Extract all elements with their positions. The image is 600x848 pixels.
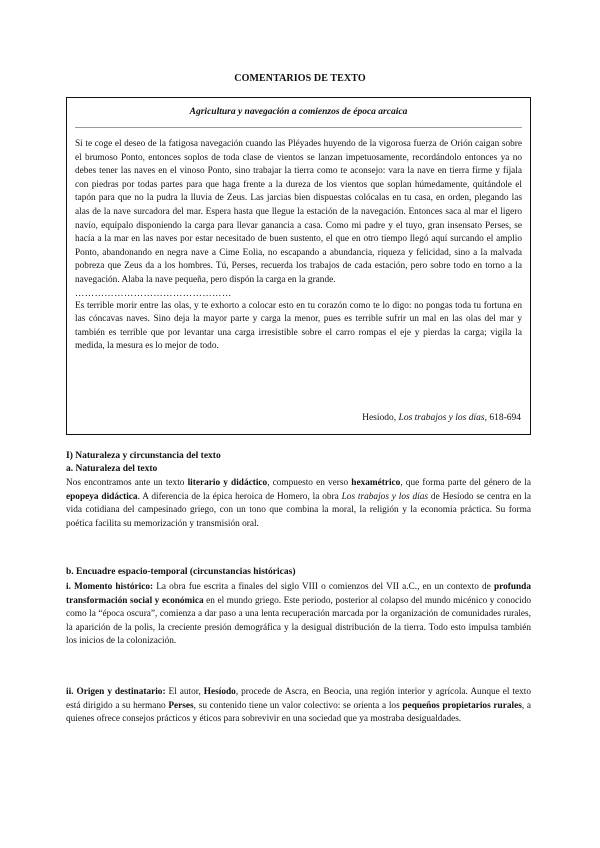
- bold-label: i. Momento histórico:: [66, 582, 154, 592]
- bold-run: Hesíodo: [203, 687, 236, 697]
- section-heading: I) Naturaleza y circunstancia del texto: [66, 451, 221, 461]
- subsection-a-paragraph: [66, 477, 531, 531]
- text-run: , que forma parte del género de la: [400, 478, 531, 488]
- bold-run: profunda transformación social y económica: [66, 582, 531, 606]
- excerpt-title: Agricultura y navegación a comienzos de época arcaica: [189, 107, 408, 117]
- citation-author: Hesíodo,: [362, 413, 397, 423]
- text-run: de Hesíodo se centra en la vida cotidiana del campesinado griego, con un tono que combina la moral, la religión y la economía práctica. Su forma poética facilita su memorización y transmisión oral.: [66, 491, 531, 529]
- excerpt-paragraph-1: Si te coge el deseo de la fatigosa navegación cuando las Pléyades huyendo de la vigorosa fuerza de Orión caigan sobre el brumoso Ponto, entonces soplos de toda clase de vientos se lanzan impetuosamente, recordándolo entonces ya no debes tener las naves en el vinoso Ponto, sino trabajar la tierra como te aconsejo: vara la nave en tierra firme y fíjala con piedras por todas partes para que haga frente a la dureza de los vientos que soplan húmedamente, quitándole el tapón para que no la pudra la lluvia de Zeus. Las jarcias bien dispuestas colócalas en tu casa, en orden, plegando las alas de la nave surcadora del mar. Espera hasta que llegue la estación de la navegación. Entonces saca al mar el ligero navío, equípalo disponiendo la carga para llevar ganancia a casa. Como mi padre y el tuyo, gran insensato Perses, se hacía a la mar en las naves por estar necesitado de buen sustento, el que en otro tiempo llegó aquí surcando el amplio Ponto, abandonando en negra nave a Cime Eolia, no escapando a abundancia, riqueza y felicidad, sino a la malvada pobreza que Zeus da a los hombres. Tú, Perses, recuerda los trabajos de cada estación, pero sobre todo en torno a la navegación. Alaba la nave pequeña, pero dispón la carga en la grande.: [75, 139, 522, 285]
- text-run: . A diferencia de la épica heroica de Homero, la obra: [137, 491, 342, 502]
- bold-run: pequeños propietarios rurales: [402, 700, 522, 711]
- bold-run: epopeya didáctica: [66, 491, 138, 502]
- subsection-b-heading: b. Encuadre espacio-temporal (circunstancias históricas): [66, 567, 296, 577]
- text-run: , a quienes ofrece consejos prácticos y éticos para sobrevivir en una sociedad que ya mostraba desigualdades.: [66, 700, 531, 725]
- excerpt-box: [66, 97, 531, 435]
- subsection-a-heading: a. Naturaleza del texto: [66, 464, 158, 474]
- excerpt-ellipsis: …………………………………………: [75, 288, 232, 299]
- text-run: Nos encontramos ante un texto: [66, 478, 188, 488]
- citation-work: Los trabajos y los días: [398, 413, 485, 423]
- excerpt-body: [75, 138, 522, 354]
- text-run: en el mundo griego. Este periodo, posterior al colapso del mundo micénico y conocido como la “época oscura”, comienza a dar paso a una lenta recuperación marcada por la organización de comunidades rurales, la aparición de la polis, la creciente presión demográfica y la desigual distribución de la tierra. Todo esto impulsa también los inicios de la colonización.: [66, 595, 531, 647]
- bold-run: literario y didáctico: [187, 478, 268, 488]
- text-run: , su contenido tiene un valor colectivo: se orienta a los: [193, 700, 403, 711]
- origin-recipient-paragraph: [66, 686, 531, 727]
- text-run: , procede de Ascra, en Beocia, una región interior y agrícola. Aunque el texto está dirigido a su hermano: [66, 687, 531, 711]
- text-run: La obra fue escrita a finales del siglo VIII o comienzos del VII a.C., en un contexto de: [153, 582, 494, 592]
- document-title: COMENTARIOS DE TEXTO: [234, 73, 366, 84]
- citation-range: , 618-694: [484, 413, 521, 423]
- text-run: , compuesto en verso: [267, 478, 352, 488]
- excerpt-paragraph-2: Es terrible morir entre las olas, y te exhorto a colocar esto en tu corazón como te lo digo: no pongas toda tu fortuna en las cóncavas naves. Sino deja la mayor parte y carga la menor, pues es terrible sufrir un mal en las olas del mar y también es terrible que por levantar una carga irresistible sobre el carro rompas el eje y pierdas la carga; vigila la medida, la mesura es lo mejor de todo.: [75, 300, 522, 352]
- bold-label: ii. Origen y destinatario:: [66, 687, 166, 697]
- historical-moment-paragraph: [66, 581, 531, 649]
- excerpt-citation: [362, 413, 521, 423]
- excerpt-divider: [75, 127, 522, 128]
- bold-run: hexamétrico: [351, 478, 401, 488]
- bold-run: Perses: [168, 700, 194, 711]
- text-run: El autor,: [165, 687, 204, 697]
- italic-run: Los trabajos y los días: [341, 491, 429, 502]
